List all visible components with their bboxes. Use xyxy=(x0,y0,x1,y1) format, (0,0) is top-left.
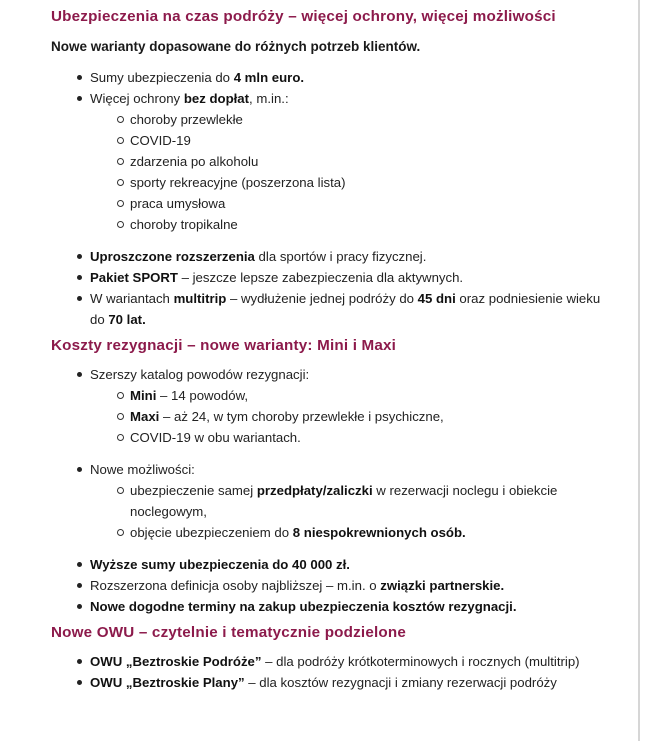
sub-item-unrelated-persons xyxy=(130,522,611,543)
text: oraz podniesienie wieku do xyxy=(90,291,601,327)
text: – dla podróży krótkoterminowych i rocznych (multitrip) xyxy=(261,654,580,669)
travel-insurance-list xyxy=(51,67,611,330)
bold-text: 4 mln euro. xyxy=(233,70,305,85)
bold-text: 45 dni xyxy=(417,291,456,306)
text: Nowe możliwości: xyxy=(90,462,195,477)
sub-item-mini xyxy=(130,385,611,406)
sub-item: sporty rekreacyjne (poszerzona lista) xyxy=(130,172,611,193)
section-cancellation xyxy=(51,335,611,617)
page-right-border xyxy=(638,0,640,741)
list-item-simplified-extensions xyxy=(90,246,611,267)
text: Więcej ochrony xyxy=(90,91,184,106)
article-content xyxy=(51,6,611,696)
bold-text: multitrip xyxy=(173,291,227,306)
section-new-owu xyxy=(51,622,611,693)
sub-item-prepayment xyxy=(130,480,611,522)
section-lead-travel-insurance: Nowe warianty dopasowane do różnych potrzeb klientów. xyxy=(51,39,421,54)
bold-text: 70 lat. xyxy=(108,312,146,327)
reasons-sublist xyxy=(90,385,611,448)
sub-item: praca umysłowa xyxy=(130,193,611,214)
bold-text: Nowe dogodne terminy na zakup ubezpieczenia kosztów rezygnacji. xyxy=(90,599,517,614)
text: Szerszy katalog powodów rezygnacji: xyxy=(90,367,310,382)
list-item-reasons-catalog xyxy=(90,364,611,448)
text: – 14 powodów, xyxy=(156,388,249,403)
list-item-multitrip xyxy=(90,288,611,330)
bold-text: 8 niespokrewnionych osób. xyxy=(292,525,466,540)
text: – jeszcze lepsze zabezpieczenia dla aktywnych. xyxy=(177,270,464,285)
section-title-new-owu: Nowe OWU – czytelnie i tematycznie podzielone xyxy=(51,624,407,641)
section-travel-insurance xyxy=(51,6,611,330)
bold-text: OWU „Beztroskie Plany” xyxy=(90,675,245,690)
text: , m.in.: xyxy=(249,91,289,106)
list-item-new-options xyxy=(90,459,611,543)
list-item-more-protection xyxy=(90,88,611,235)
bold-text: związki partnerskie. xyxy=(380,578,505,593)
bold-text: Mini xyxy=(130,388,157,403)
text: Rozszerzona definicja osoby najbliższej – m.in. o xyxy=(90,578,381,593)
text: – wydłużenie jednej podróży do xyxy=(226,291,418,306)
cancellation-list xyxy=(51,364,611,617)
bold-text: bez dopłat xyxy=(183,91,250,106)
list-item-owu-travel xyxy=(90,651,611,672)
list-item-higher-sums xyxy=(90,554,611,575)
text: W wariantach xyxy=(90,291,174,306)
sub-item: COVID-19 xyxy=(130,130,611,151)
list-item-new-terms xyxy=(90,596,611,617)
bold-text: Pakiet SPORT xyxy=(90,270,178,285)
options-sublist xyxy=(90,480,611,543)
text: dla sportów i pracy fizycznej. xyxy=(254,249,427,264)
owu-list xyxy=(51,651,611,693)
list-item-closest-person xyxy=(90,575,611,596)
text: Sumy ubezpieczenia do xyxy=(90,70,234,85)
sub-item: choroby tropikalne xyxy=(130,214,611,235)
list-item-sport-package xyxy=(90,267,611,288)
text: – dla kosztów rezygnacji i zmiany rezerwacji podróży xyxy=(244,675,557,690)
sub-item: choroby przewlekłe xyxy=(130,109,611,130)
sub-item: zdarzenia po alkoholu xyxy=(130,151,611,172)
text: objęcie ubezpieczeniem do xyxy=(130,525,293,540)
bold-text: Uproszczone rozszerzenia xyxy=(90,249,255,264)
bold-text: OWU „Beztroskie Podróże” xyxy=(90,654,262,669)
list-item-sums xyxy=(90,67,611,88)
section-title-cancellation: Koszty rezygnacji – nowe warianty: Mini i Maxi xyxy=(51,337,397,354)
sub-item-covid: COVID-19 w obu wariantach. xyxy=(130,427,611,448)
text: ubezpieczenie samej xyxy=(130,483,257,498)
protection-sublist xyxy=(90,109,611,235)
bold-text: Wyższe sumy ubezpieczenia do 40 000 zł. xyxy=(90,557,350,572)
bold-text: Maxi xyxy=(130,409,160,424)
bold-text: przedpłaty/zaliczki xyxy=(256,483,373,498)
list-item-owu-plans xyxy=(90,672,611,693)
text: w rezerwacji noclegu i obiekcie noclegowym, xyxy=(130,483,558,519)
section-title-travel-insurance: Ubezpieczenia na czas podróży – więcej ochrony, więcej możliwości xyxy=(51,8,556,25)
sub-item-maxi xyxy=(130,406,611,427)
text: – aż 24, w tym choroby przewlekłe i psychiczne, xyxy=(159,409,444,424)
